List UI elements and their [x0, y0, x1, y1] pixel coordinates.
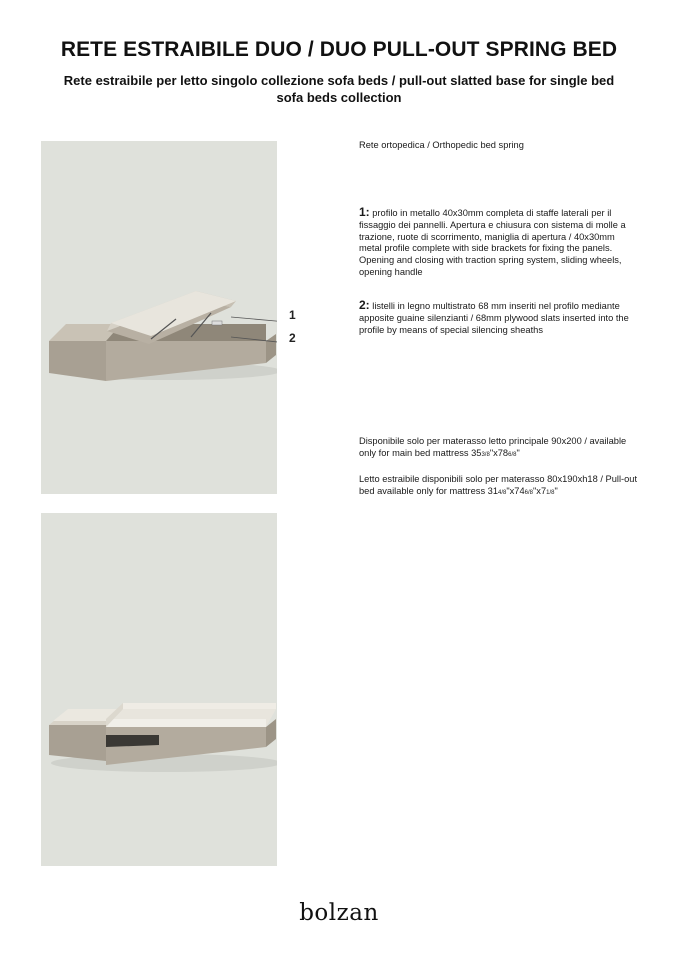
callout-number-2: 2 — [289, 331, 296, 345]
section-label: Rete ortopedica / Orthopedic bed spring — [359, 140, 524, 150]
spec-item-1 — [359, 207, 639, 279]
spec-item-2 — [359, 300, 639, 336]
fraction: 3/8 — [481, 451, 490, 458]
page-subtitle: Rete estraibile per letto singolo collezione sofa beds / pull-out slatted base for single bed sofa beds collection — [63, 73, 615, 105]
availability-pullout-end: " — [554, 485, 558, 496]
product-image-open-bed — [41, 141, 277, 494]
fraction: 6/8 — [508, 451, 517, 458]
availability-pullout-mid: "x74 — [506, 485, 525, 496]
fraction: 1/8 — [546, 489, 555, 496]
availability-main-text: Disponibile solo per materasso letto principale 90x200 / available only for main bed mattress 35 — [359, 436, 627, 458]
spec-item-2-number: 2: — [359, 298, 370, 312]
availability-main-mid: "x78 — [489, 447, 509, 458]
brand-logo: bolzan — [299, 900, 379, 926]
spec-item-1-text: profilo in metallo 40x30mm completa di staffe laterali per il fissaggio dei pannelli. Apertura e chiusura con sistema di molle a trazione, ruote di scorrimento, maniglia di apertura / 40x30mm metal profile complete with side brackets for fixing the panels. Opening and closing with traction spring system, sliding wheels, opening handle — [359, 208, 626, 277]
bed-open-illustration — [41, 141, 277, 494]
availability-main-end: " — [516, 447, 520, 458]
product-image-pullout-bed — [41, 513, 277, 866]
spec-item-1-number: 1: — [359, 205, 370, 219]
bed-pullout-illustration — [41, 513, 277, 866]
spec-item-2-text: listelli in legno multistrato 68 mm inseriti nel profilo mediante apposite guaine silenzianti / 68mm plywood slats inserted into the profile by means of special silencing sheaths — [359, 301, 629, 335]
availability-pullout-bed — [359, 474, 639, 500]
availability-pullout-text: Letto estraibile disponibili solo per materasso 80x190xh18 / Pull-out bed available only for mattress 31 — [359, 474, 638, 496]
page-title: RETE ESTRAIBILE DUO / DUO PULL-OUT SPRING BED — [60, 38, 618, 61]
callout-number-1: 1 — [289, 308, 296, 322]
fraction: 6/8 — [524, 489, 533, 496]
fraction: 4/8 — [498, 489, 507, 496]
availability-main-bed — [359, 436, 639, 462]
availability-pullout-mid: "x7 — [533, 485, 547, 496]
